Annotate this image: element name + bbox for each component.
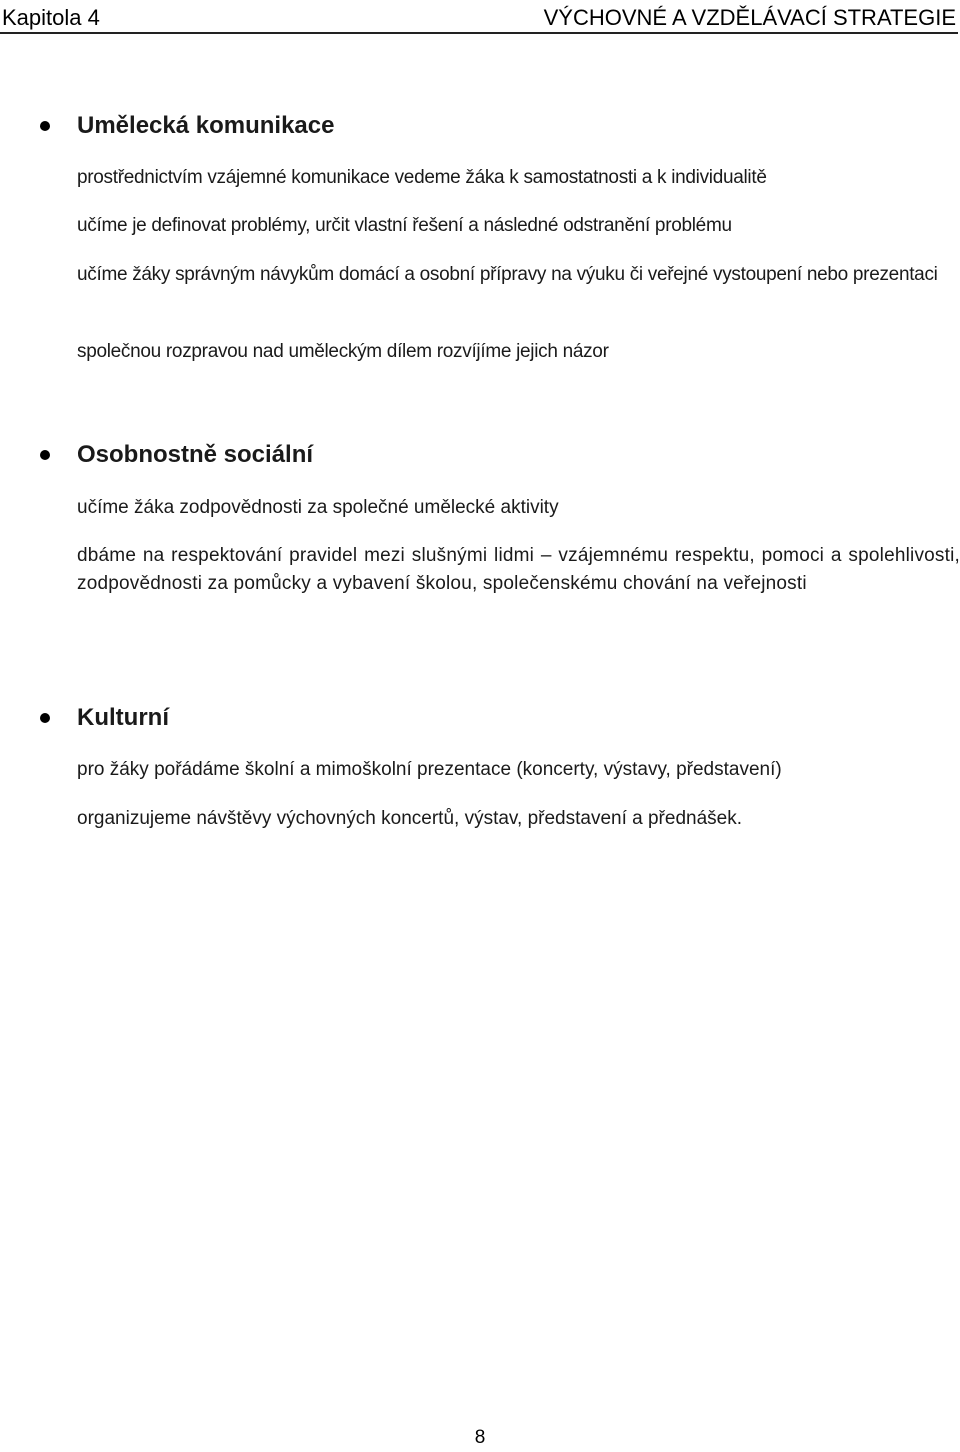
header-title: VÝCHOVNÉ A VZDĚLÁVACÍ STRATEGIE xyxy=(543,5,956,30)
paragraph: organizujeme návštěvy výchovných koncertů, výstav, představení a přednášek. xyxy=(77,808,742,829)
page-header xyxy=(0,4,958,34)
bullet-icon xyxy=(40,121,50,131)
bullet-icon xyxy=(40,713,50,723)
paragraph: prostřednictvím vzájemné komunikace vedeme žáka k samostatnosti a k individualitě xyxy=(77,167,767,188)
bullet-icon xyxy=(40,450,50,460)
section-title: Umělecká komunikace xyxy=(77,112,335,139)
paragraph: učíme žáky správným návykům domácí a osobní přípravy na výuku či veřejné vystoupení nebo prezentaci xyxy=(77,264,938,285)
paragraph: učíme žáka zodpovědnosti za společné umělecké aktivity xyxy=(77,497,559,518)
paragraph: společnou rozpravou nad uměleckým dílem rozvíjíme jejich názor xyxy=(77,341,609,362)
paragraph: pro žáky pořádáme školní a mimoškolní prezentace (koncerty, výstavy, představení) xyxy=(77,759,782,780)
chapter-label: Kapitola 4 xyxy=(2,5,100,30)
section-title: Kulturní xyxy=(77,704,169,731)
paragraph: dbáme na respektování pravidel mezi slušnými lidmi – vzájemnému respektu, pomoci a spolehlivosti, zodpovědnosti za pomůcky a vybavení školou, společenskému chování na veřejnosti xyxy=(77,545,960,594)
paragraph: učíme je definovat problémy, určit vlastní řešení a následné odstranění problému xyxy=(77,215,732,236)
page-number: 8 xyxy=(474,1427,486,1448)
section-title: Osobnostně sociální xyxy=(77,441,314,468)
